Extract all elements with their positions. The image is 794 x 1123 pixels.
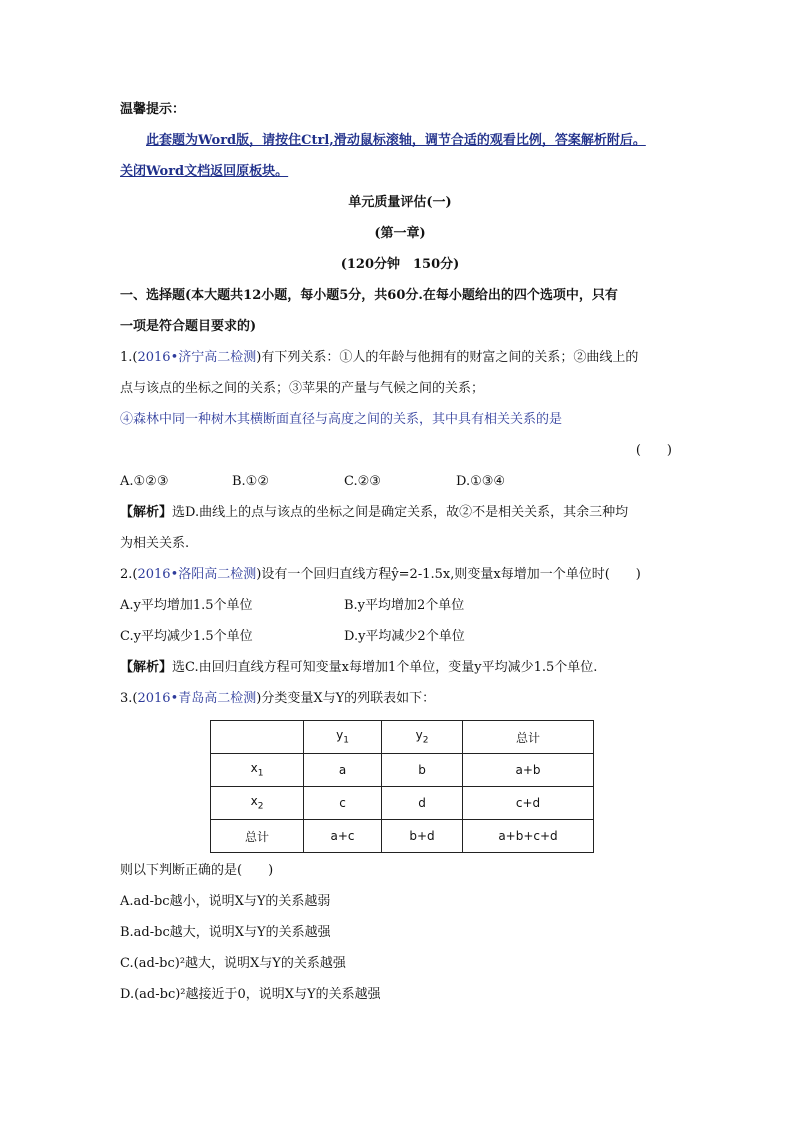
q2-option-b: B.y平均增加2个单位 [344, 598, 465, 613]
q2-number: 2.( [120, 567, 138, 582]
q2-analysis-label: 【解析】 [120, 660, 173, 675]
q1-analysis-line-1 [120, 503, 680, 523]
q3-number: 3.( [120, 691, 138, 706]
table-row-label: 总计 [211, 820, 304, 853]
q1-option-d: D.①③④ [456, 474, 506, 489]
q1-option-c: C.②③ [344, 474, 381, 489]
q1-source: 2016•济宁高二检测 [137, 350, 257, 365]
q1-stem-line-2: 点与该点的坐标之间的关系；③苹果的产量与气候之间的关系； [120, 381, 485, 396]
table-row-label: $x_1$ [211, 754, 304, 787]
table-cell: a+b+c+d [463, 820, 594, 853]
table-header-cell: $y_2$ [382, 721, 463, 754]
q1-options [120, 472, 680, 492]
q3-question: 则以下判断正确的是( ) [120, 863, 274, 878]
table-header-row [211, 721, 594, 754]
q1-analysis-line-2: 为相关关系. [120, 536, 190, 551]
table-row [211, 820, 594, 853]
q1-analysis-label: 【解析】 [120, 505, 173, 520]
section-heading-line-2: 一项是符合题目要求的) [120, 319, 257, 334]
table-cell: a+c [304, 820, 382, 853]
table-row [211, 754, 594, 787]
table-cell: c+d [463, 787, 594, 820]
notice-line-2: 关闭Word文档返回原板块。 [120, 164, 289, 179]
q2-option-d: D.y平均减少2个单位 [344, 629, 465, 644]
q2-options-row-2 [120, 627, 680, 647]
q2-option-a: A.y平均增加1.5个单位 [120, 598, 253, 613]
table-cell: a [304, 754, 382, 787]
table-cell [211, 721, 304, 754]
table-cell: b+d [382, 820, 463, 853]
q1-stem-line-3: ④森林中同一种树木其横断面直径与高度之间的关系，其中具有相关关系的是 [120, 412, 563, 427]
q1-analysis-text: 选D.曲线上的点与该点的坐标之间是确定关系，故②不是相关关系，其余三种均 [172, 505, 629, 520]
page-title: 单元质量评估(一) [348, 195, 452, 210]
q3-stem [120, 689, 680, 709]
table-header-cell: 总计 [463, 721, 594, 754]
q3-stem-rest: )分类变量X与Y的列联表如下： [256, 691, 436, 706]
table-cell: d [382, 787, 463, 820]
q3-option-d: D.(ad-bc)²越接近于0，说明X与Y的关系越强 [120, 987, 381, 1002]
q3-option-a: A.ad-bc越小，说明X与Y的关系越弱 [120, 894, 331, 909]
time-score-label: (120分钟 150分) [340, 257, 460, 272]
table-cell: b [382, 754, 463, 787]
section-heading-line-1: 一、选择题(本大题共12小题，每小题5分，共60分.在每小题给出的四个选项中，只有 [120, 288, 618, 303]
q1-number: 1.( [120, 350, 138, 365]
q3-option-c: C.(ad-bc)²越大，说明X与Y的关系越强 [120, 956, 346, 971]
q2-analysis [120, 658, 680, 678]
q1-option-b: B.①② [232, 474, 269, 489]
q3-source: 2016•青岛高二检测 [137, 691, 257, 706]
q1-stem-rest: )有下列关系：①人的年龄与他拥有的财富之间的关系；②曲线上的 [256, 350, 639, 365]
q2-stem-rest: )设有一个回归直线方程ŷ=2-1.5x,则变量x每增加一个单位时( ) [256, 567, 641, 582]
q2-stem [120, 565, 680, 585]
contingency-table [210, 720, 594, 853]
notice-line-1: 此套题为Word版，请按住Ctrl,滑动鼠标滚轴，调节合适的观看比例，答案解析附后。 [146, 133, 646, 148]
table-header-cell: $y_1$ [304, 721, 382, 754]
q2-options-row-1 [120, 596, 680, 616]
q1-option-a: A.①②③ [120, 474, 169, 489]
q1-answer-paren: ( ) [635, 443, 672, 458]
q2-source: 2016•洛阳高二检测 [137, 567, 257, 582]
tip-label: 温馨提示： [120, 102, 186, 117]
q2-analysis-text: 选C.由回归直线方程可知变量x每增加1个单位，变量y平均减少1.5个单位. [172, 660, 598, 675]
q3-option-b: B.ad-bc越大，说明X与Y的关系越强 [120, 925, 331, 940]
document-page [120, 100, 680, 1016]
table-row [211, 787, 594, 820]
chapter-label: (第一章) [374, 226, 426, 241]
table-row-label: $x_2$ [211, 787, 304, 820]
table-cell: c [304, 787, 382, 820]
q1-stem-line-1 [120, 348, 680, 368]
table-cell: a+b [463, 754, 594, 787]
q2-option-c: C.y平均减少1.5个单位 [120, 629, 253, 644]
